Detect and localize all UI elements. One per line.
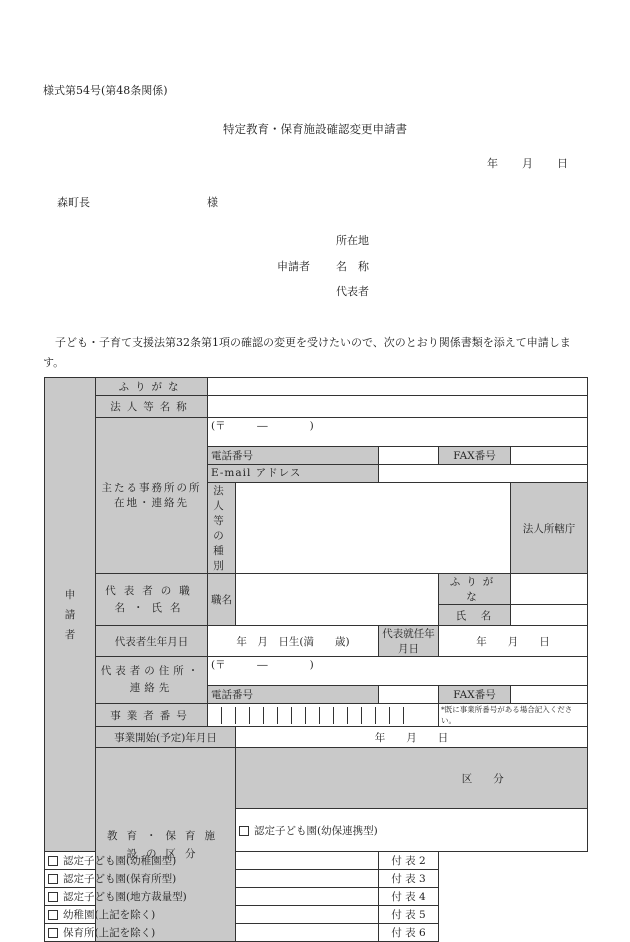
category-label-6: 保育所(上記を除く) [63, 927, 156, 939]
applicant-representative-label: 代表者 [336, 285, 369, 298]
applicant-location-label: 所在地 [336, 234, 369, 247]
email-label: E-mail アドレス [208, 465, 379, 483]
rep-postal-field[interactable] [208, 657, 588, 686]
application-table [44, 377, 588, 942]
rep-name-field[interactable] [511, 605, 588, 626]
category-label-3: 認定子ども園(保育所型) [63, 873, 177, 885]
attach-4: 付 表 4 [379, 888, 439, 906]
checkbox-3[interactable] [48, 874, 58, 884]
fax-field[interactable] [511, 447, 588, 465]
fax2-field[interactable] [511, 686, 588, 704]
corp-type-field[interactable] [236, 483, 511, 574]
corp-name-field[interactable] [208, 396, 588, 418]
rep-furigana-label: ふりがな [439, 574, 511, 605]
corp-authority-label: 法人所轄庁 [511, 483, 588, 574]
checkbox-2[interactable] [48, 856, 58, 866]
applicant-name-label: 名 称 [336, 260, 369, 273]
email-field[interactable] [379, 465, 588, 483]
phone2-label: 電話番号 [208, 686, 379, 704]
date-line [487, 155, 568, 171]
checkbox-6[interactable] [48, 928, 58, 938]
category-label-4: 認定子ども園(地方裁量型) [63, 891, 187, 903]
rep-address-label: 代表者の住所・連絡先 [96, 657, 208, 704]
date-year-label: 年 [487, 157, 498, 170]
attach-3: 付 表 3 [379, 870, 439, 888]
fax2-label: FAX番号 [439, 686, 511, 704]
category-row-5[interactable] [45, 906, 379, 924]
checkbox-4[interactable] [48, 892, 58, 902]
phone-field[interactable] [379, 447, 439, 465]
office-label: 主たる事務所の所在地・連絡先 [96, 418, 208, 574]
furigana-label: ふりがな [96, 378, 208, 396]
rep-inaug-label: 代表就任年月日 [379, 626, 439, 657]
rep-postal-prefix: (〒 ― ) [211, 659, 314, 671]
applicant-side-label: 申 請 者 [45, 378, 96, 852]
attach-6: 付 表 6 [379, 924, 439, 942]
category-row-2[interactable] [45, 852, 379, 870]
office-postal-field[interactable] [208, 418, 588, 447]
start-date-label: 事業開始(予定)年月日 [96, 727, 236, 748]
category-head: 区 分 [379, 748, 588, 809]
office-no-label: 事業者番号 [96, 704, 208, 727]
position-label: 職名 [208, 574, 236, 626]
checkbox-1[interactable] [239, 826, 249, 836]
fax-label: FAX番号 [439, 447, 511, 465]
applicant-label: 申請者 [277, 260, 310, 273]
document-title: 特定教育・保育施設確認変更申請書 [223, 122, 407, 136]
rep-furigana-field[interactable] [511, 574, 588, 605]
attach-5: 付 表 5 [379, 906, 439, 924]
category-label-2: 認定子ども園(幼稚園型) [63, 855, 177, 867]
start-date-field[interactable]: 年 月 日 [236, 727, 588, 748]
category-label-5: 幼稚園(上記を除く) [63, 909, 156, 921]
corp-name-label: 法人等名称 [96, 396, 208, 418]
category-row-6[interactable] [45, 924, 379, 942]
position-field[interactable] [236, 574, 439, 626]
furigana-field[interactable] [208, 378, 588, 396]
office-no-digit-boxes [208, 707, 438, 724]
body-text: 子ども・子育て支援法第32条第1項の確認の変更を受けたいので、次のとおり関係書類を添えて申請します。 [43, 336, 571, 369]
category-label: 教育・保育施設の区分 [96, 748, 236, 942]
office-no-note: *既に事業所番号がある場合記入ください。 [439, 704, 588, 727]
rep-birth-label: 代表者生年月日 [96, 626, 208, 657]
form-number: 様式第54号(第48条関係) [43, 84, 168, 97]
rep-name-label: 氏 名 [439, 605, 511, 626]
corp-type-label: 法人等の種別 [208, 483, 236, 574]
phone-label: 電話番号 [208, 447, 379, 465]
addressee: 森町長 [57, 196, 90, 209]
rep-label: 代表者の職名・氏名 [96, 574, 208, 626]
date-day-label: 日 [557, 157, 568, 170]
checkbox-5[interactable] [48, 910, 58, 920]
rep-inaug-field[interactable]: 年 月 日 [439, 626, 588, 657]
category-row-3[interactable] [45, 870, 379, 888]
rep-birth-field[interactable]: 年 月 日生(満 歳) [208, 626, 379, 657]
category-row-1[interactable] [236, 809, 588, 852]
attach-2: 付 表 2 [379, 852, 439, 870]
honorific: 様 [207, 196, 218, 209]
category-label-1: 認定子ども園(幼保連携型) [254, 824, 378, 837]
office-no-boxes[interactable] [208, 704, 439, 727]
phone2-field[interactable] [379, 686, 439, 704]
postal-prefix: (〒 ― ) [211, 420, 314, 432]
date-month-label: 月 [522, 157, 533, 170]
